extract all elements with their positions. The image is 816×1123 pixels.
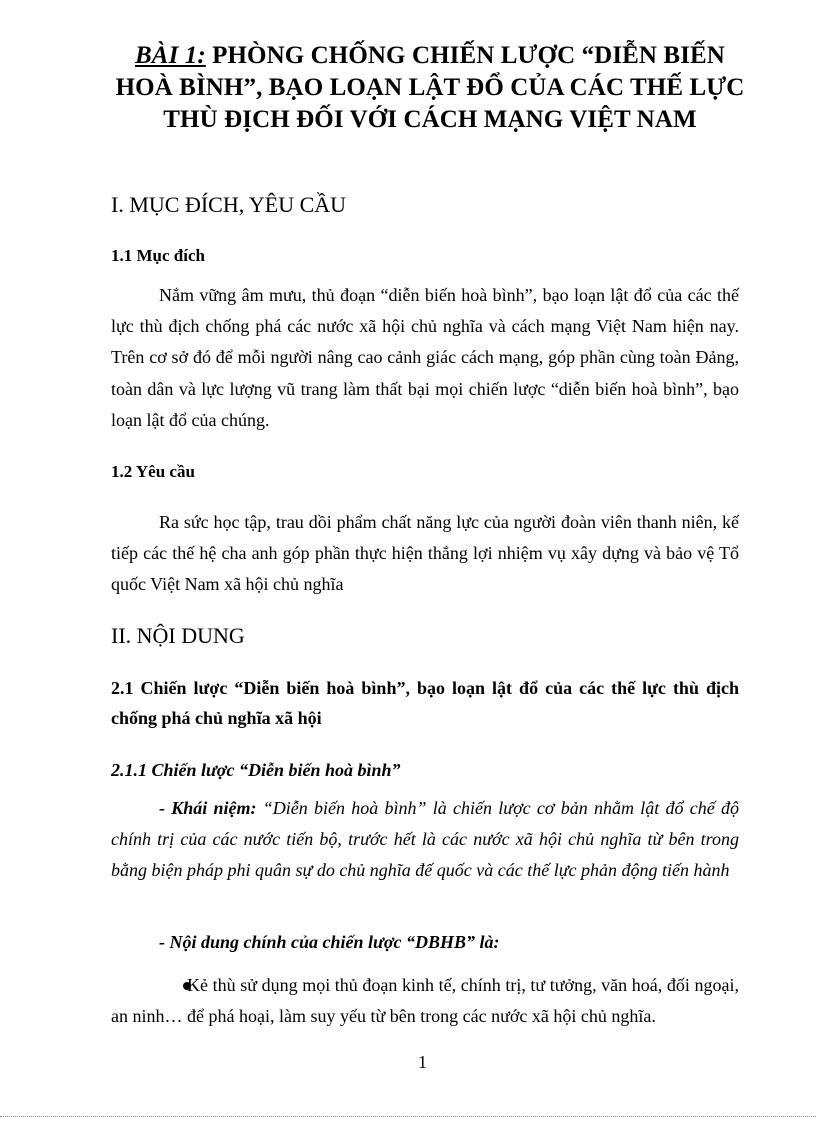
page-bottom-rule xyxy=(0,1116,816,1117)
section-2-1-heading: 2.1 Chiến lược “Diễn biến hoà bình”, bạo loạn lật đổ của các thế lực thù địch chống phá chủ nghĩa xã hội xyxy=(111,678,739,728)
lesson-title xyxy=(100,40,760,136)
section-1-1-paragraph: Nắm vững âm mưu, thủ đoạn “diễn biến hoà bình”, bạo loạn lật đổ của các thế lực thù địch chống phá các nước xã hội chủ nghĩa và cách mạng Việt Nam hiện nay. Trên cơ sở đó để mỗi người nâng cao cảnh giác cách mạng, góp phần cùng toàn Đảng, toàn dân và lực lượng vũ trang làm thất bại mọi chiến lược “diễn biến hoà bình”, bạo loạn lật đổ của chúng. xyxy=(111,285,739,430)
lesson-label: BÀI 1: xyxy=(135,42,206,69)
section-1-2-paragraph: Ra sức học tập, trau dồi phẩm chất năng lực của người đoàn viên thanh niên, kế tiếp các thế hệ cha anh góp phần thực hiện thắng lợi nhiệm vụ xây dựng và bảo vệ Tổ quốc Việt Nam xã hội chủ nghĩa xyxy=(111,512,739,595)
bullet-item: Kẻ thù sử dụng mọi thủ đoạn kinh tế, chính trị, tư tưởng, văn hoá, đối ngoại, an ninh… để phá hoại, làm suy yếu từ bên trong các nước xã hội chủ nghĩa. xyxy=(111,975,739,1026)
concept-text: “Diễn biến hoà bình” là chiến lược cơ bản nhằm lật đổ chế độ chính trị của các nước tiến bộ, trước hết là các nước xã hội chủ nghĩa từ bên trong bằng biện pháp phi quân sự do chủ nghĩa đế quốc và các thế lực phản động tiến hành xyxy=(111,798,739,880)
content-heading: - Nội dung chính của chiến lược “DBHB” là: xyxy=(159,932,500,952)
section-2-1-1-heading: 2.1.1 Chiến lược “Diễn biến hoà bình” xyxy=(111,760,401,780)
concept-paragraph xyxy=(111,793,739,886)
section-2-heading: II. NỘI DUNG xyxy=(111,623,245,648)
concept-label: - Khái niệm: xyxy=(159,798,257,818)
title-line-2: HOÀ BÌNH”, BẠO LOẠN LẬT ĐỔ CỦA CÁC THẾ LỰC xyxy=(115,74,745,101)
section-1-heading: I. MỤC ĐÍCH, YÊU CẦU xyxy=(111,192,347,217)
section-1-1-heading: 1.1 Mục đích xyxy=(111,246,205,265)
title-line-1-rest: PHÒNG CHỐNG CHIẾN LƯỢC “DIỄN BIẾN xyxy=(205,42,725,69)
title-line-1 xyxy=(100,40,760,72)
page-number: 1 xyxy=(418,1052,427,1072)
title-line-3: THÙ ĐỊCH ĐỐI VỚI CÁCH MẠNG VIỆT NAM xyxy=(163,106,697,133)
section-1-2-heading: 1.2 Yêu cầu xyxy=(111,462,195,481)
